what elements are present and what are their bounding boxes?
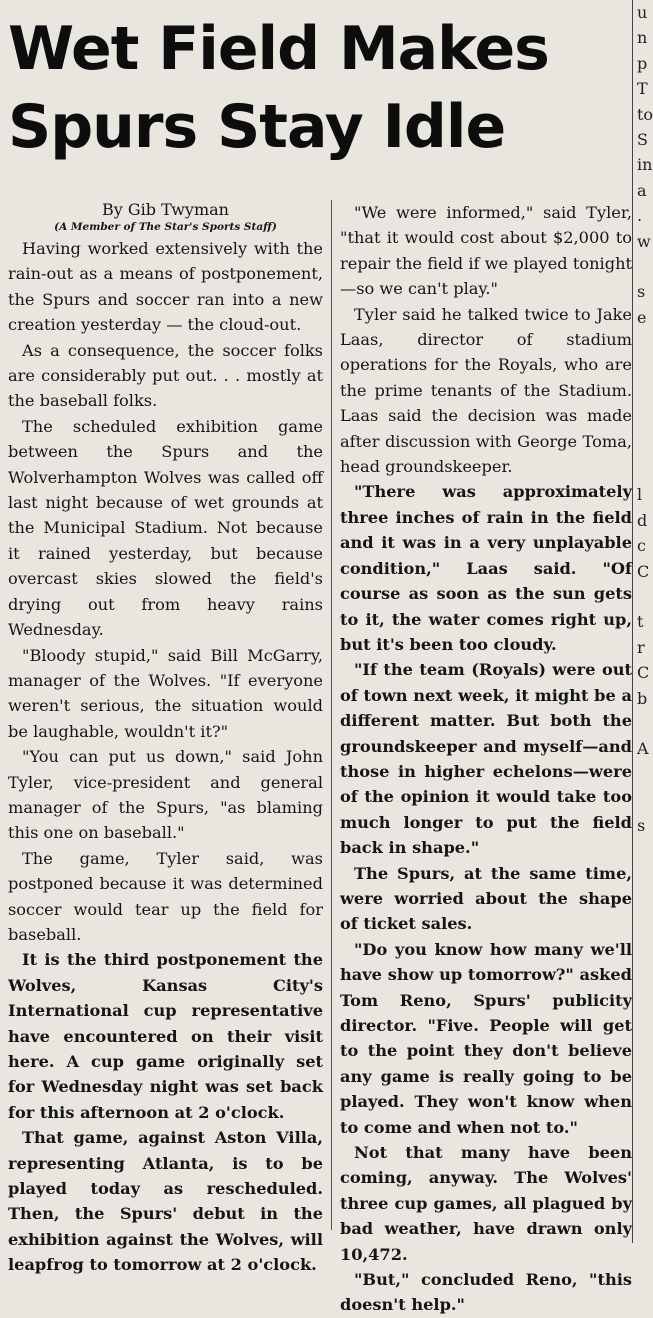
edge-fragment-text [637, 762, 648, 787]
edge-fragment-text: l [637, 485, 643, 505]
edge-fragment-text: b [637, 688, 648, 708]
article-paragraph: "There was approximately three inches of rain in the field and it was in a very unplayable condition," Laas said. "Of course as soon as the sun gets to it, the water comes right up, but it's been too cloudy. [340, 482, 632, 654]
byline-affiliation: (A Member of The Star's Sports Staff) [54, 221, 277, 233]
edge-fragment-text: u [637, 3, 648, 22]
edge-fragment-text [637, 330, 648, 355]
headline-line-2: Spurs Stay Idle [8, 92, 506, 162]
edge-fragment-text [637, 381, 648, 406]
edge-fragment-text: A [637, 739, 649, 759]
column-1-bold-paragraphs [8, 947, 323, 1277]
article-paragraph: Tyler said he talked twice to Jake Laas, director of stadium operations for the Royals, who are the prime tenants of the Stadium. Laas said the decision was made after discussion with George Toma, head groundskeeper. [340, 304, 632, 477]
edge-fragment-text: p [637, 53, 648, 73]
article-paragraph: The scheduled exhibition game between the Spurs and the Wolverhampton Wolves was called off last night because of wet grounds at the Municipal Stadium. Not because it rained yesterday, but because overcast skies slowed the field's drying out from heavy rains Wednesday. [8, 416, 323, 640]
adjacent-column-fragment [637, 0, 653, 838]
column-2-paragraphs [340, 200, 632, 479]
article-paragraph: As a consequence, the soccer folks are considerably put out. . . mostly at the baseball folks. [8, 340, 323, 411]
edge-fragment-text: n [637, 28, 648, 48]
column-divider [331, 200, 332, 1230]
edge-fragment-text [637, 787, 648, 812]
article-paragraph: "We were informed," said Tyler, "that it would cost about $2,000 to repair the field if we played tonight—so we can't play." [340, 203, 632, 299]
edge-fragment-text: e [637, 307, 647, 327]
edge-fragment-text: t [637, 612, 644, 632]
headline-line-1: Wet Field Makes [8, 14, 549, 84]
article-paragraph: Not that many have been coming, anyway. The Wolves' three cup games, all plagued by bad weather, have drawn only 10,472. [340, 1143, 632, 1264]
edge-fragment-text: C [637, 663, 650, 683]
edge-fragment-text: T [637, 79, 648, 99]
edge-fragment-text [637, 254, 648, 279]
edge-fragment-text [637, 457, 648, 482]
article-paragraph: "You can put us down," said John Tyler, vice-president and general manager of the Spurs, "as blaming this one on baseball." [8, 747, 323, 843]
edge-fragment-text [637, 432, 648, 457]
byline: By Gib Twyman [102, 200, 229, 219]
edge-fragment-text [637, 406, 648, 431]
article-paragraph: Having worked extensively with the rain-out as a means of postponement, the Spurs and soccer ran into a new creation yesterday — the cloud-out. [8, 239, 323, 335]
article-paragraph: The Spurs, at the same time, were worried about the shape of ticket sales. [340, 863, 632, 934]
edge-fragment-text: to [637, 104, 653, 124]
edge-fragment-text: r [637, 637, 645, 657]
edge-fragment-text: s [637, 815, 646, 835]
column-1-paragraphs [8, 236, 323, 947]
article-paragraph: "But," concluded Reno, "this doesn't help." [340, 1270, 632, 1315]
headline [8, 10, 628, 166]
edge-fragment-text: in [637, 155, 653, 175]
article-paragraph: It is the third postponement the Wolves, Kansas City's International cup representative have encountered on their visit here. A cup game originally set for Wednesday night was set back for this afternoon at 2 o'clock. [8, 950, 323, 1122]
edge-fragment-text: S [637, 129, 648, 149]
edge-fragment-text: c [637, 536, 646, 556]
column-2-bold-paragraphs [340, 479, 632, 1317]
edge-fragment-text: a [637, 180, 647, 200]
article-paragraph: "Do you know how many we'll have show up tomorrow?" asked Tom Reno, Spurs' publicity director. "Five. People will get to the point they don't believe any game is really going to be played. They won't know when to come and when not to." [340, 939, 632, 1137]
edge-fragment-text: . [637, 206, 643, 226]
article-paragraph: "Bloody stupid," said Bill McGarry, manager of the Wolves. "If everyone weren't serious, the situation would be laughable, wouldn't it?" [8, 645, 323, 741]
edge-fragment-text: w [637, 231, 651, 251]
edge-fragment-text [637, 355, 648, 380]
edge-fragment-text [637, 711, 648, 736]
article-paragraph: "If the team (Royals) were out of town next week, it might be a different matter. But both the groundskeeper and myself—and those in higher echelons—were of the opinion it would take too much longer to put the field back in shape." [340, 660, 632, 858]
article-paragraph: That game, against Aston Villa, representing Atlanta, is to be played today as rescheduled. Then, the Spurs' debut in the exhibition against the Wolves, will leapfrog to tomorrow at 2 o'clock. [8, 1128, 323, 1275]
edge-fragment-text [637, 584, 648, 609]
article-column-2 [340, 200, 632, 1318]
edge-fragment-text: d [637, 510, 648, 530]
article-paragraph: The game, Tyler said, was postponed because it was determined soccer would tear up the field for baseball. [8, 848, 323, 944]
edge-fragment-text: C [637, 561, 650, 581]
edge-fragment-text: s [637, 282, 646, 302]
page-right-rule [632, 0, 633, 1243]
article-column-1 [8, 200, 323, 1278]
